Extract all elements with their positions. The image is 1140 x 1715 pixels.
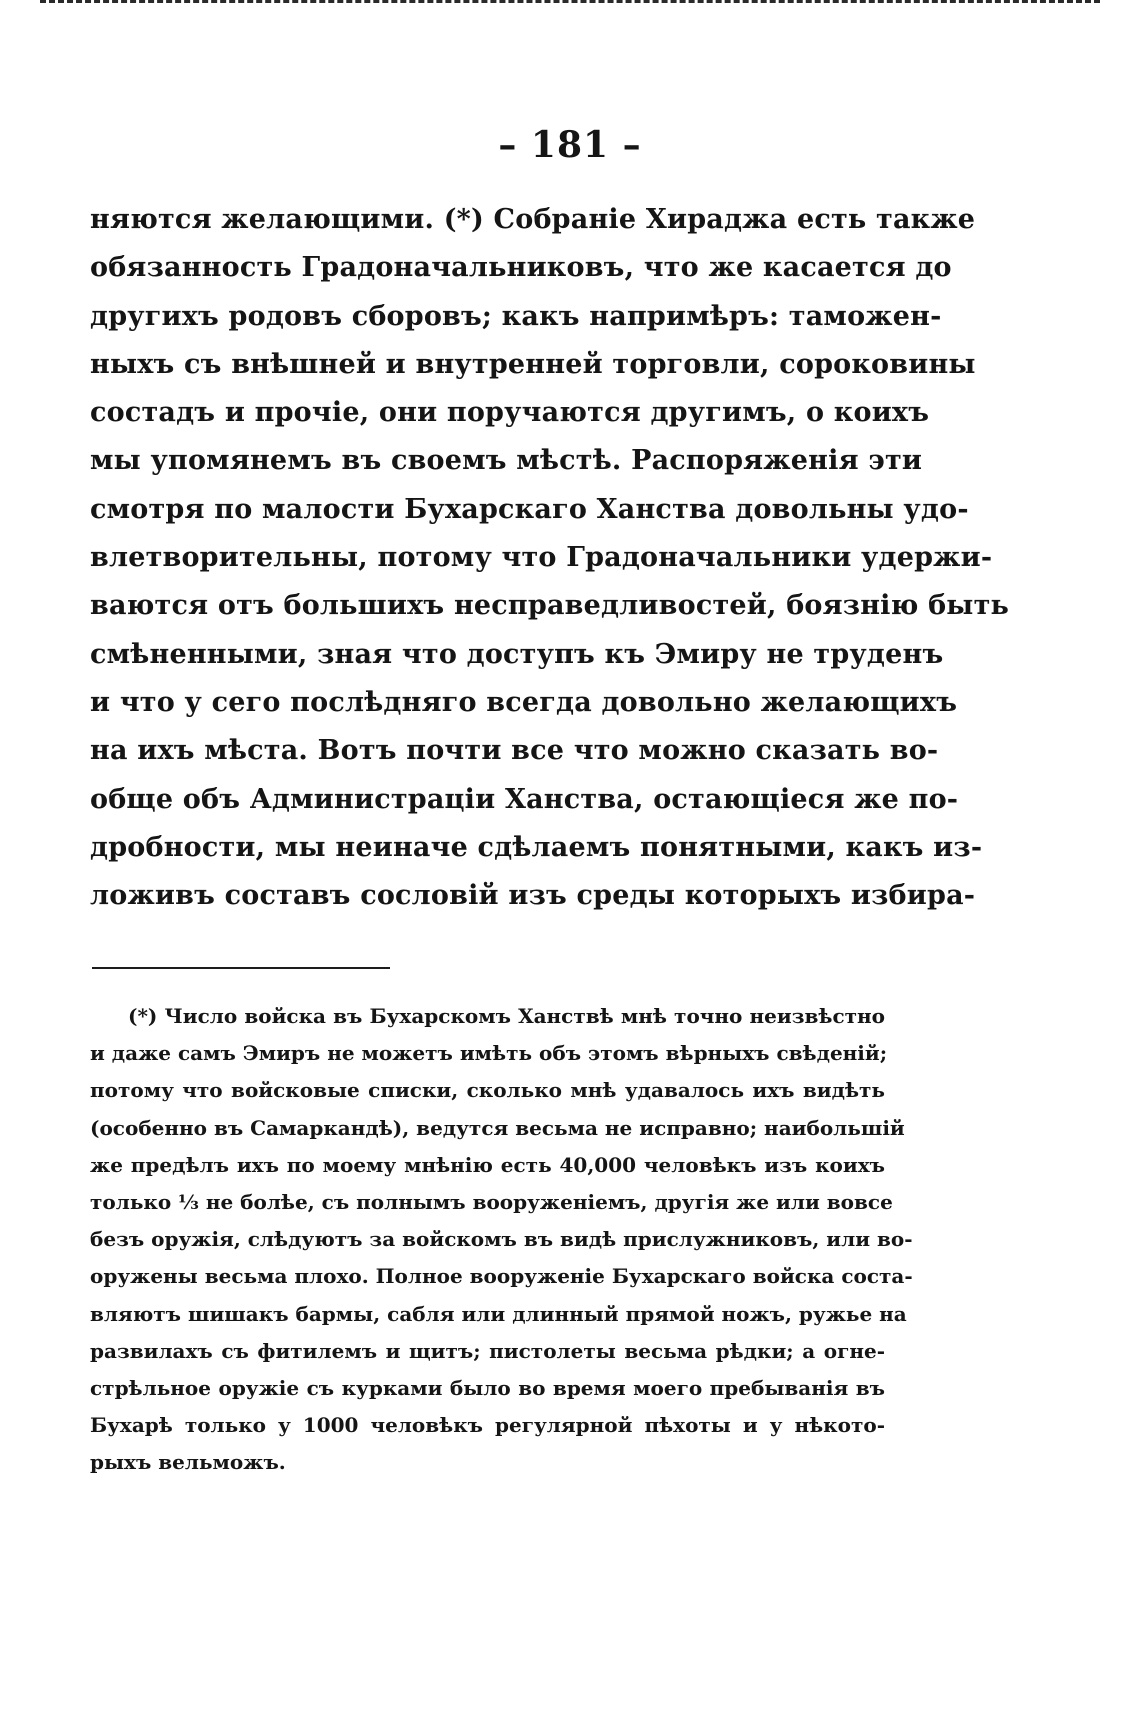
top-edge-rule [40, 0, 1100, 6]
footnote-line: же предѣлъ ихъ по моему мнѣнію есть 40,000 человѣкъ изъ коихъ [90, 1152, 885, 1177]
text-line: состадъ и прочіе, они поручаются другимъ, о коихъ [90, 397, 930, 429]
footnote-block [90, 998, 913, 1481]
footnote-line: вляютъ шишакъ бармы, сабля или длинный прямой ножъ, ружье на [90, 1301, 907, 1326]
text-line: ваются отъ большихъ несправедливостей, боязнію быть [90, 590, 1010, 622]
page-number: – 181 – [498, 124, 642, 166]
text-line: смѣненными, зная что доступъ къ Эмиру не труденъ [90, 638, 944, 670]
footnote-line: безъ оружія, слѣдуютъ за войскомъ въ видѣ прислужниковъ, или во- [90, 1227, 913, 1252]
footnote-line: потому что войсковые списки, сколько мнѣ удавалось ихъ видѣть [90, 1078, 885, 1103]
text-line: няются желающими. (*) Собраніе Хираджа есть также [90, 204, 976, 235]
text-line: обще объ Администраціи Ханства, остающіеся же по- [90, 783, 959, 815]
text-line: влетворительны, потому что Градоначальники удержи- [90, 542, 993, 574]
footnote-line: стрѣльное оружіе съ курками было во время моего пребыванія въ [90, 1375, 885, 1400]
text-line: мы упомянемъ въ своемъ мѣстѣ. Распоряженія эти [90, 445, 923, 477]
main-text-block [90, 196, 1010, 920]
text-line: и что у сего послѣдняго всегда довольно желающихъ [90, 686, 958, 718]
footnote-line: (особенно въ Самаркандѣ), ведутся весьма не исправно; наибольшій [90, 1115, 905, 1140]
footnote-line: и даже самъ Эмиръ не можетъ имѣть объ этомъ вѣрныхъ свѣденій; [90, 1041, 888, 1066]
text-line: на ихъ мѣста. Вотъ почти все что можно сказать во- [90, 735, 939, 767]
footnote-line: Бухарѣ только у 1000 человѣкъ регулярной пѣхоты и у нѣкото- [90, 1413, 885, 1438]
footnote-line: рыхъ вельможъ. [90, 1450, 286, 1475]
text-line: другихъ родовъ сборовъ; какъ напримѣръ: таможен- [90, 300, 942, 332]
footnote-line: (*) Число войска въ Бухарскомъ Ханствѣ мнѣ точно неизвѣстно [128, 1004, 885, 1028]
text-line: смотря по малости Бухарскаго Ханства довольны удо- [90, 493, 969, 525]
text-line: дробности, мы неиначе сдѣлаемъ понятными, какъ из- [90, 831, 983, 863]
footnote-line: оружены весьма плохо. Полное вооруженіе Бухарскаго войска соста- [90, 1264, 913, 1289]
text-line: ложивъ составъ сословій изъ среды которыхъ избира- [90, 880, 976, 912]
footnote-line: только ⅓ не болѣе, съ полнымъ вооруженіемъ, другія же или вовсе [90, 1189, 893, 1214]
text-line: обязанность Градоначальниковъ, что же касается до [90, 252, 952, 284]
footnote-line: развилахъ съ фитилемъ и щитъ; пистолеты весьма рѣдки; а огне- [90, 1338, 885, 1363]
footnote-separator [92, 967, 390, 969]
text-line: ныхъ съ внѣшней и внутренней торговли, сороковины [90, 348, 976, 380]
